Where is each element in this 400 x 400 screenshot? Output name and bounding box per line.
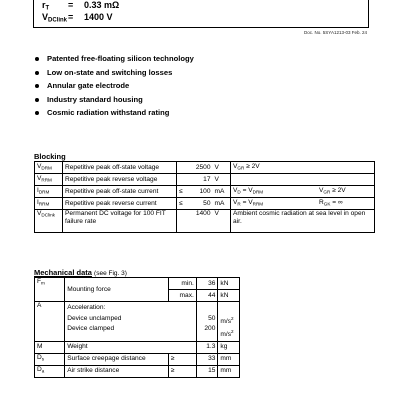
mechanical-title: Mechanical data (see Fig. 3) — [34, 268, 127, 277]
table-row: $D_a$ Air strike distance ≥ 15 mm — [35, 365, 240, 377]
vdclink-symbol: V — [42, 12, 49, 22]
table-row: $V_{DClink}$ Permanent DC voltage for 100 FIT failure rate 1400 V Ambient cosmic radiation at sea level in open air. — [35, 210, 375, 233]
table-row: $I_{RRM}$ Repetitive peak reverse current ≤ 50 mA $V_R = V_{RRM}$ $R_{GK}$ = ∞ — [35, 198, 375, 210]
table-row: max. 44 kN — [35, 290, 240, 302]
vdclink-value: 1400 V — [84, 12, 113, 22]
blocking-table — [34, 161, 375, 233]
table-row: M Weight 1.3 kg — [35, 341, 240, 353]
rt-value: 0.33 mΩ — [84, 0, 120, 10]
vdclink-equals: = — [68, 12, 74, 22]
bullet-icon — [35, 98, 39, 102]
table-row: $D_s$ Surface creepage distance ≥ 33 mm — [35, 353, 240, 365]
feature-item: Patented free-floating silicon technology — [33, 52, 373, 66]
vdclink-subscript: DClink — [48, 17, 68, 24]
table-row: $F_m$ Mounting force min. 36 kN — [35, 278, 240, 290]
feature-item: Low on-state and switching losses — [33, 66, 373, 80]
bullet-icon — [35, 71, 39, 75]
rt-equals: = — [68, 0, 74, 10]
feature-item: Industry standard housing — [33, 93, 373, 107]
key-parameters-box — [33, 0, 369, 28]
mechanical-table — [34, 277, 240, 378]
blocking-title: Blocking — [34, 152, 66, 161]
bullet-icon — [35, 57, 39, 61]
bullet-icon — [35, 84, 39, 88]
table-row: A Acceleration: Device unclamped Device clamped 50 200 $m/s^2$ $m/s^2$ — [35, 302, 240, 342]
feature-item: Cosmic radiation withstand rating — [33, 106, 373, 120]
table-row: $V_{RRM}$ Repetitive peak reverse voltage 17 V — [35, 174, 375, 186]
table-row: $I_{DRM}$ Repetitive peak off-state current ≤ 100 mA $V_D = V_{DRM}$ $V_{GR} \ge 2V$ — [35, 186, 375, 198]
rt-symbol: r — [42, 0, 46, 10]
rt-subscript: T — [45, 5, 50, 12]
table-row: $V_{DRM}$ Repetitive peak off-state voltage 2500 V $V_{GR} \ge 2V$ — [35, 162, 375, 174]
document-number: Doc. No. 5SYA1213-03 Feb. 24 — [304, 30, 367, 35]
feature-item: Annular gate electrode — [33, 79, 373, 93]
bullet-icon — [35, 111, 39, 115]
feature-list — [33, 52, 373, 120]
